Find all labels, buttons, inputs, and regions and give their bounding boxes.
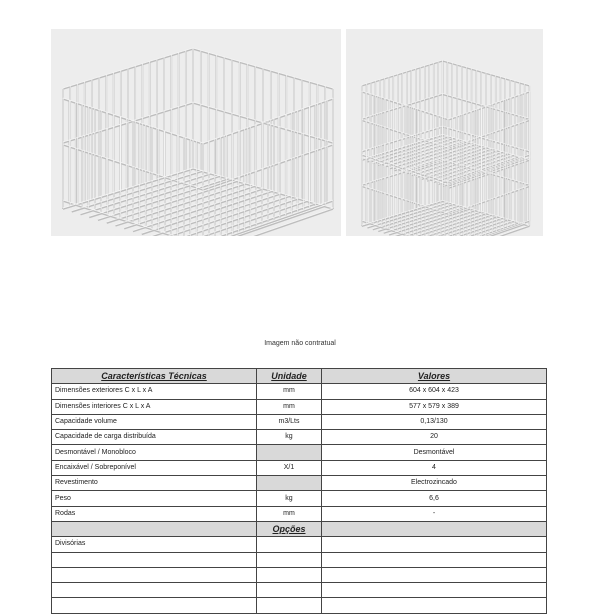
- option-cell: [257, 583, 322, 598]
- table-header-row: [52, 369, 547, 384]
- option-cell: [322, 567, 547, 582]
- product-photo-stacked-baskets: [346, 29, 543, 236]
- option-cell: [257, 567, 322, 582]
- spec-label: Peso: [52, 491, 257, 506]
- options-section-row: [52, 521, 547, 536]
- spec-unit: mm: [257, 506, 322, 521]
- table-row: [52, 384, 547, 399]
- spec-value: 604 x 604 x 423: [322, 384, 547, 399]
- table-row: [52, 445, 547, 460]
- header-values: Valores: [322, 369, 547, 384]
- spec-label: Dimensões interiores C x L x A: [52, 399, 257, 414]
- table-row: [52, 476, 547, 491]
- option-cell: [322, 598, 547, 613]
- options-header-blank: [52, 521, 257, 536]
- spec-value: Electrozincado: [322, 476, 547, 491]
- option-cell: [322, 552, 547, 567]
- spec-unit: mm: [257, 399, 322, 414]
- options-header-blank: [322, 521, 547, 536]
- spec-label: Revestimento: [52, 476, 257, 491]
- option-cell: [257, 537, 322, 552]
- spec-value: 4: [322, 460, 547, 475]
- spec-label: Capacidade de carga distribuída: [52, 430, 257, 445]
- option-cell: [257, 552, 322, 567]
- wire-basket-single-icon: [51, 29, 341, 236]
- spec-unit: kg: [257, 491, 322, 506]
- spec-label: Desmontável / Monobloco: [52, 445, 257, 460]
- option-label: [52, 567, 257, 582]
- spec-label: Dimensões exteriores C x L x A: [52, 384, 257, 399]
- option-row: [52, 583, 547, 598]
- table-row: [52, 506, 547, 521]
- options-title: Opções: [257, 521, 322, 536]
- option-label: [52, 583, 257, 598]
- spec-unit: m3/Lts: [257, 414, 322, 429]
- spec-value: 6,6: [322, 491, 547, 506]
- spec-unit: mm: [257, 384, 322, 399]
- option-label: [52, 552, 257, 567]
- table-row: [52, 430, 547, 445]
- spec-label: Encaixável / Sobreponível: [52, 460, 257, 475]
- technical-specs-table: [51, 368, 547, 614]
- option-cell: [322, 537, 547, 552]
- spec-unit: X/1: [257, 460, 322, 475]
- spec-value: 577 x 579 x 389: [322, 399, 547, 414]
- header-unit: Unidade: [257, 369, 322, 384]
- option-cell: [257, 598, 322, 613]
- spec-label: Capacidade volume: [52, 414, 257, 429]
- option-cell: [322, 583, 547, 598]
- spec-unit: [257, 476, 322, 491]
- wire-basket-stacked-icon: [346, 29, 543, 236]
- spec-value: 20: [322, 430, 547, 445]
- header-characteristics: Características Técnicas: [52, 369, 257, 384]
- option-row: [52, 567, 547, 582]
- option-row: [52, 598, 547, 613]
- table-row: [52, 414, 547, 429]
- spec-value: Desmontável: [322, 445, 547, 460]
- table-row: [52, 460, 547, 475]
- spec-value: -: [322, 506, 547, 521]
- image-caption: Imagem não contratual: [264, 340, 336, 347]
- spec-label: Rodas: [52, 506, 257, 521]
- spec-unit: [257, 445, 322, 460]
- spec-unit: kg: [257, 430, 322, 445]
- product-photo-single-basket: [51, 29, 341, 236]
- table-row: [52, 491, 547, 506]
- option-label: Divisórias: [52, 537, 257, 552]
- table-row: [52, 399, 547, 414]
- option-row: [52, 537, 547, 552]
- option-row: [52, 552, 547, 567]
- option-label: [52, 598, 257, 613]
- spec-value: 0,13/130: [322, 414, 547, 429]
